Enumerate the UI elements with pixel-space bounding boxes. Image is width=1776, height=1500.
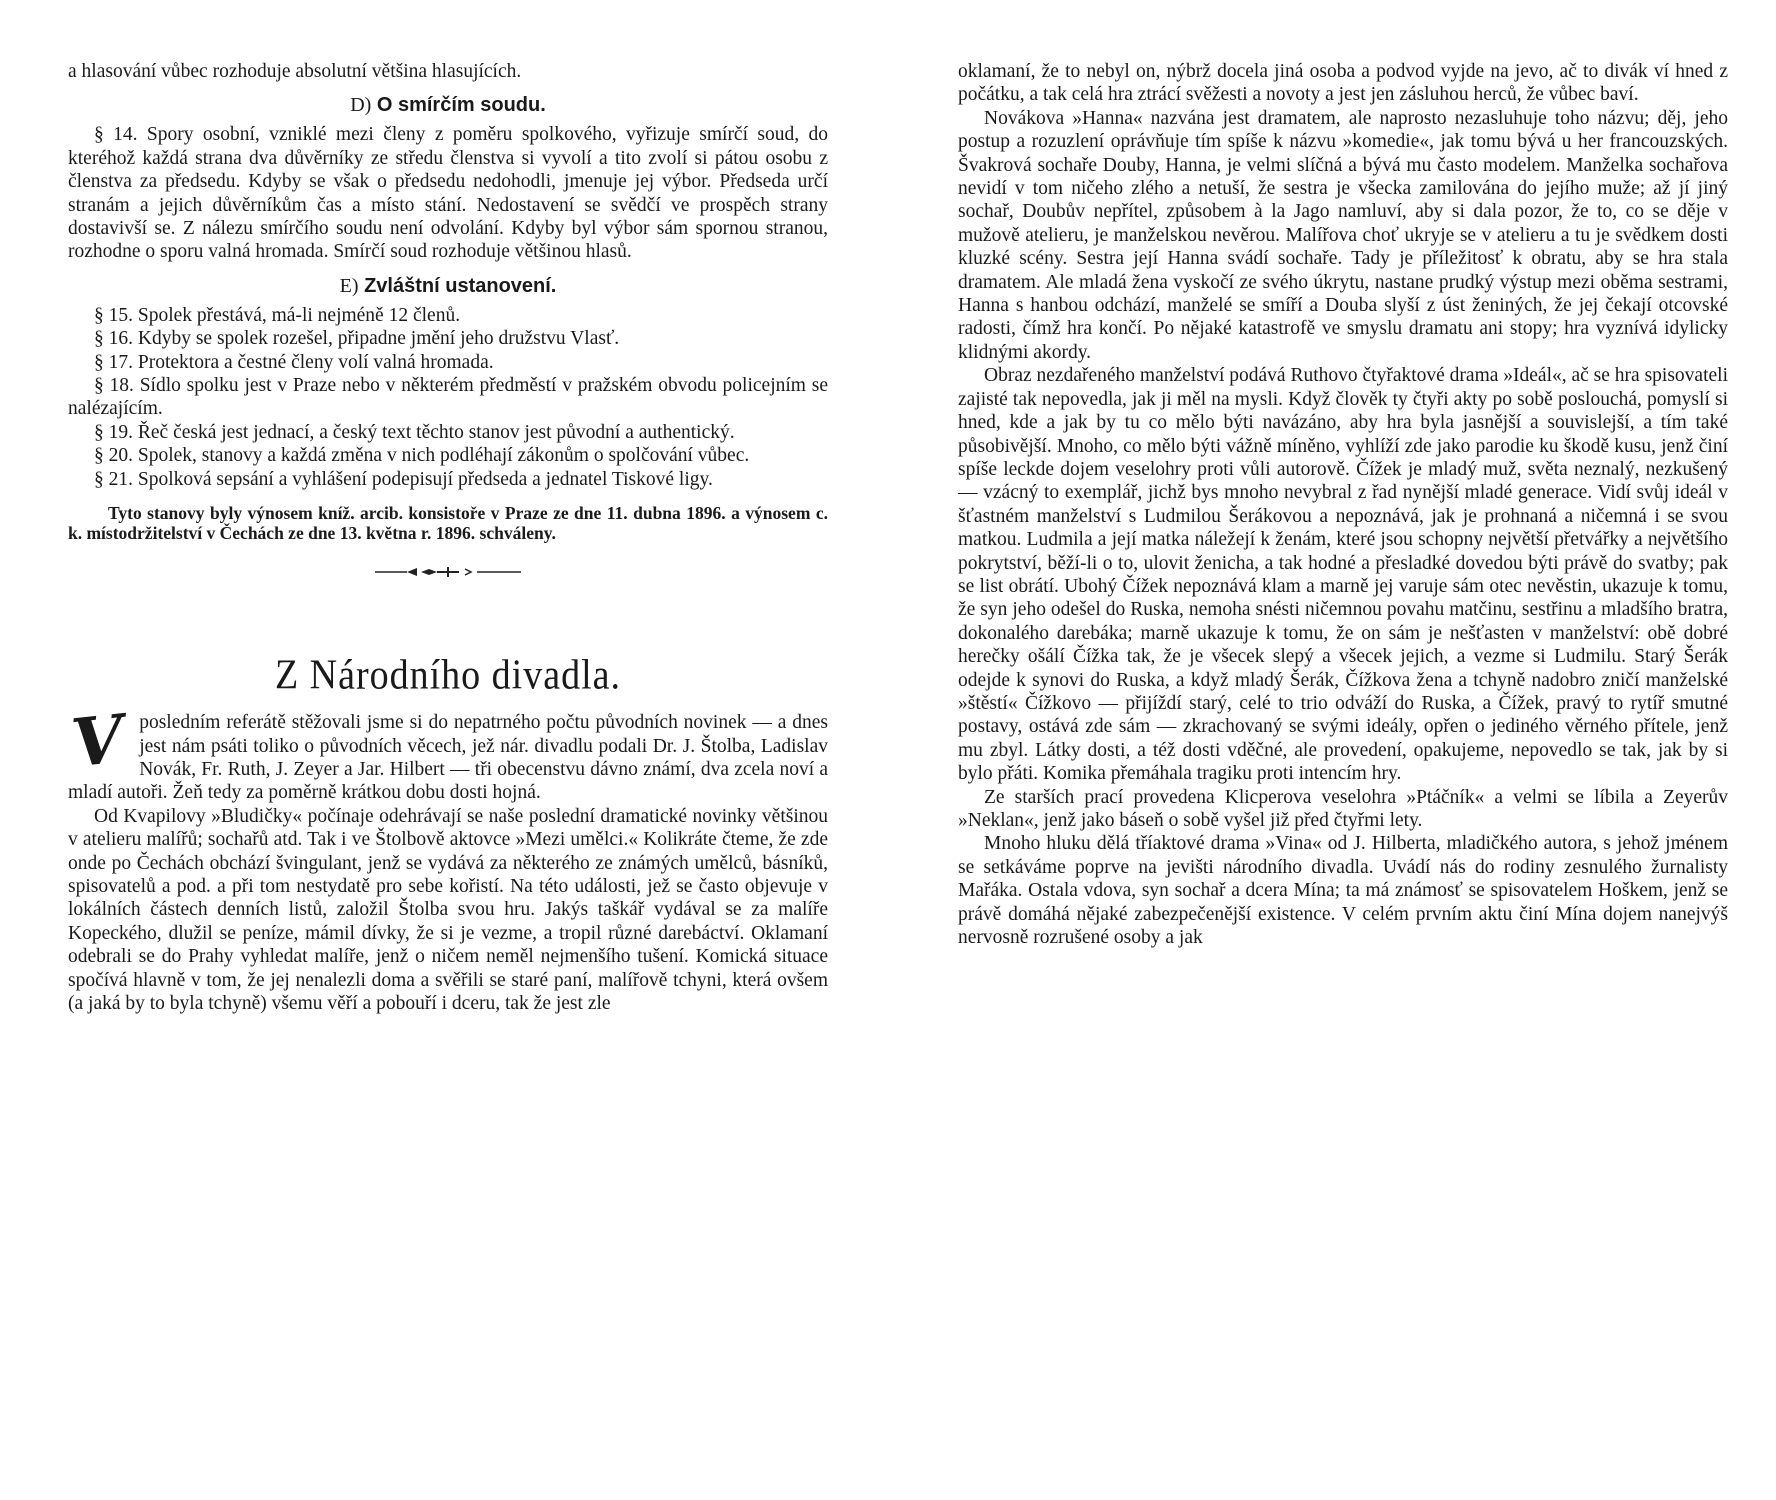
article-paragraph-1 (68, 699, 828, 805)
paragraph-18: § 18. Sídlo spolku jest v Praze nebo v některém předměstí v pražském obvodu policejním se nalézajícím. (68, 375, 828, 420)
article-paragraph-2: Od Kvapilovy »Bludičky« počínaje odehrávají se naše poslední dramatické novinky většinou v atelieru malířů; sochařů atd. Tak i ve Štolbově aktovce »Mezi umělci.« Kolikráte čteme, že zde onde po Čechách obchází švingulant, jenž se vydává za některého ze známých umělců, básníků, spisovatelů a pod. a při tom nestydatě pro sebe kořistí. Na této události, jež se často objevuje v lokálních částech denních listů, založil Štolba svou hru. Jakýs taškář vydával se za malíře Kopeckého, dlužil se peníze, mámil dívky, že si je vezme, a tropil různé darebáctví. Oklamaní odebrali se do Prahy vyhledat malíře, jenž o ničem neměl nejmenšího tušení. Komická situace spočívá hlavně v tom, že jej nenalezli doma a svěřili se staré paní, malířově tchyni, která ovšem (a jaká by to byla tchyně) všemu věří a pobouří i dceru, tak že jest zle (68, 805, 828, 1014)
section-d-title: O smírčím soudu. (376, 94, 546, 117)
right-paragraph-vina: Mnoho hluku dělá tříaktové drama »Vina« od J. Hilberta, mladičkého autora, s jehož jménem se setkáváme poprve na jevišti národního divadla. Uvádí nás do rodiny zesnulého žurnalisty Mařáka. Ostala vdova, syn sochař a dcera Mína; ta má známosť se spisovatelem Hoškem, jenž se právě domáhá nějaké zabezpečenější existence. V celém prvním aktu činí Mína dojem nanejvýš nervosně rozrušené osoby a jak (958, 833, 1728, 949)
ornament-divider (373, 565, 523, 579)
paragraph-19: § 19. Řeč česká jest jednací, a český text těchto stanov jest původní a authentický. (94, 421, 735, 443)
right-paragraph-ideal: Obraz nezdařeného manželství podává Ruthovo čtyřaktové drama »Ideál«, ač se hra spisovateli zajisté tak nepovedla, jak ji měl na mysli. Když člověk ty čtyři akty po sobě poslouchá, pomyslí si hned, kde a jak by tu co mělo býti navázáno, aby hra byla jasnější a souvislejší, a tím také působivější. Mnoho, co mělo býti vážně míněno, vyhlíží zde jako parodie ku škodě kusu, jenž činí spíše leckde dojem veselohry proti vůli autorově. Čížek je mladý muž, světa neznalý, nezkušený — vzácný to exemplář, jichž bys mnoho nevybral z řad nynější mladé generace. Vidí svůj ideál v šťastném manželství s Ludmilou Šerákovou a nepoznává, jak je prohnaná a ničemná i se svou matkou. Ludmila a její matka náležejí k ženám, které jsou schopny největší přetvářky a největšího pokrytství, běží-li o to, ulovit ženicha, a tak hodné a přesladké dovedou býti právě do svatby; pak se list obrátí. Ubohý Čížek nepoznává klam a marně jej varuje sám otec nevěstin, ukazuje k tomu, že syn jeho odešel do Ruska, nemoha snésti ničemnou povahu matčinu, sestřinu a mladšího bratra, dokonalého darebáka; marně ukazuje k tomu, že on sám je nešťasten v manželství: obě dobré herečky ošálí Čížka tak, že je všecek slepý a všecek jejich, a vezme si Ludmilu. Starý Šerák odejde k synovi do Ruska, a když mladý Šerák, Čížkova žena a tchyně nadobro zničí manželské »štěstí« Čížkovo — přijíždí starý, celé to trio odváží do Ruska, a Čížek, pravý to rytíř smutné postavy, ostává zde sám — zkrachovaný se svými ideály, opřen o jediného věrného přítele, jenž mu zbyl. Látky dosti, a též dosti vděčné, ale provedení, opakujeme, nepovedlo se tak, jak by si bylo přáti. Komika přemáhala tragiku proti intencím hry. (958, 365, 1728, 785)
paragraph-16: § 16. Kdyby se spolek rozešel, připadne jmění jeho družstvu Vlasť. (94, 328, 620, 350)
article-title: Z Národního divadla. (274, 651, 622, 699)
paragraph-15: § 15. Spolek přestává, má-li nejméně 12 členů. (94, 304, 461, 326)
section-d-heading (68, 93, 828, 117)
bylaws-continuation: a hlasování vůbec rozhoduje absolutní většina hlasujících. (68, 61, 522, 82)
paragraph-17: § 17. Protektora a čestné členy volí valná hromada. (94, 351, 494, 373)
section-e-letter: E) (339, 274, 359, 297)
approval-note: Tyto stanovy byly výnosem kníž. arcib. konsistoře v Praze ze dne 11. dubna 1896. a výnosem c. k. místodržitelství v Čechách ze dne 13. května r. 1896. schváleny. (68, 503, 828, 544)
dropcap-initial: V (68, 699, 128, 783)
section-e-title: Zvláštní ustanovení. (364, 274, 557, 297)
paragraph-21: § 21. Spolková sepsání a vyhlášení podepisují předseda a jednatel Tiskové ligy. (94, 468, 713, 490)
section-d-letter: D) (350, 94, 372, 117)
section-e-heading (68, 274, 828, 298)
right-paragraph-1: oklamaní, že to nebyl on, nýbrž docela jiná osoba a podvod vyjde na jevo, ač to divák ví hned z počátku, a tak celá hra ztrácí svěžesti a novoty a jest jen zásluhou herců, že vůbec baví. (958, 61, 1728, 106)
right-paragraph-hanna: Novákova »Hanna« nazvána jest dramatem, ale naprosto nezasluhuje toho názvu; děj, jeho postup a rozuzlení oprávňuje tím spíše k názvu »komedie«, jak tomu bývá u her francouzských. Švakrová sochaře Douby, Hanna, je velmi slíčná a bývá mu často modelem. Manželka sochařova nevidí v tom ničeho zlého a netuší, že sestra je všecka zamilována do jejího muže; až jí jiný sochař, Doubův nepřítel, způsobem à la Jago namluví, aby si dala pozor, že to, co se děje v mužově atelieru, je manželskou nevěrou. Malířova choť ukryje se v atelieru a tu je svědkem dosti kluzké scény. Sestra její Hanna svádí sochaře. Tady je příležitosť k obratu, aby se hra stala dramatem. Ale mladá žena vyskočí ze svého úkrytu, nastane prudký výstup mezi oběma sestrami, Hanna s hanbou odchází, manželé se smíří a Douba slyší z úst ženiných, že jej čekají otcovské radosti, čímž hra končí. Po nějaké katastrofě ve smyslu dramatu ani stopy; hra vyznívá idylicky klidnými akordy. (958, 107, 1728, 363)
right-page (958, 60, 1728, 949)
right-paragraph-older-works: Ze starších prací provedena Klicperova veselohra »Ptáčník« a velmi se líbila a Zeyerův »Neklan«, jenž jako báseň o sobě vyšel již před čtyřmi lety. (958, 786, 1728, 831)
left-page (68, 60, 828, 1015)
paragraph-20: § 20. Spolek, stanovy a každá změna v nich podléhají zákonům o spolčování vůbec. (94, 445, 750, 467)
paragraph-14: § 14. Spory osobní, vzniklé mezi členy z poměru spolkového, vyřizuje smírčí soud, do kteréhož každá strana dva důvěrníky ze středu členstva si vyvolí a tito zvolí si pátou osobu z členstva za předsedu. Kdyby se však o předsedu nedohodli, jmenuje jej výbor. Předseda určí stranám a jejich důvěrníkům čas a místo stání. Nedostavení se svědčí ve prospěch strany dostavivší se. Z nálezu smírčího soudu není odvolání. Kdyby byl výbor sám spornou stranou, rozhodne o sporu valná hromada. Smírčí soud rozhoduje většinou hlasů. (68, 124, 828, 263)
article-paragraph-1-text: posledním referátě stěžovali jsme si do nepatrného počtu původních novinek — a dnes jest nám psáti toliko o původních věcech, jež nár. divadlu podali Dr. J. Štolba, Ladislav Novák, Fr. Ruth, J. Zeyer a Jar. Hilbert — tři obecenstvu dávno známí, dva zcela noví a mladí autoři. Žeň tedy za poměrně krátkou dobu dosti hojná. (68, 712, 828, 804)
